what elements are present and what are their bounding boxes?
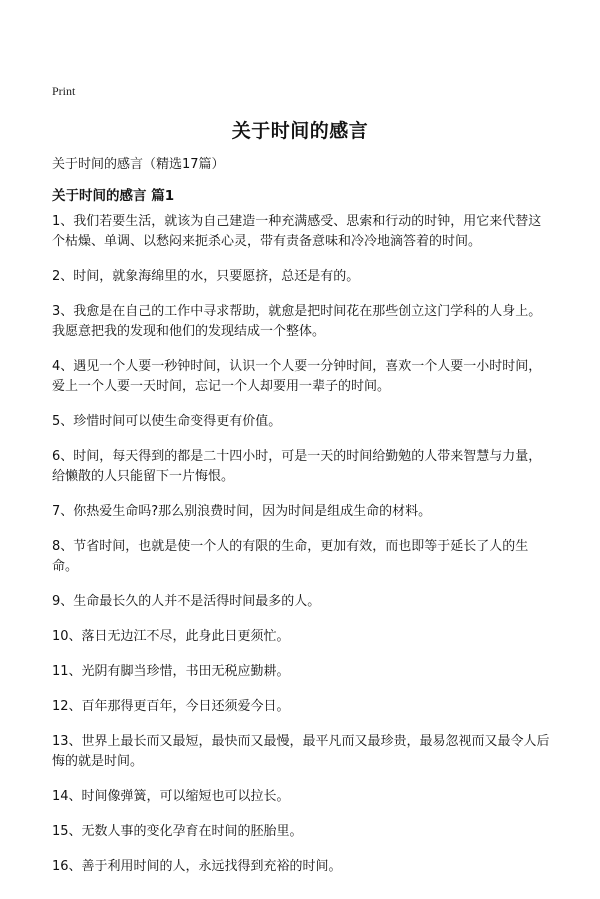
quote-item: 2、时间，就象海绵里的水，只要愿挤，总还是有的。 [52, 269, 360, 284]
quote-list [52, 212, 552, 892]
section-heading: 关于时间的感言 篇1 [52, 188, 175, 204]
quote-item: 11、光阴有脚当珍惜，书田无税应勤耕。 [52, 664, 290, 679]
quote-item: 6、时间，每天得到的都是二十四小时，可是一天的时间给勤勉的人带来智慧与力量，给懒散的人只能留下一片悔恨。 [52, 449, 542, 484]
quote-item: 3、我愈是在自己的工作中寻求帮助，就愈是把时间花在那些创立这门学科的人身上。我愿意把我的发现和他们的发现结成一个整体。 [52, 304, 542, 339]
quote-item: 13、世界上最长而又最短，最快而又最慢，最平凡而又最珍贵，最易忽视而又最令人后悔的就是时间。 [52, 734, 550, 769]
print-label: Print [52, 84, 76, 98]
quote-item: 14、时间像弹簧，可以缩短也可以拉长。 [52, 789, 290, 804]
page-subtitle: 关于时间的感言（精选17篇） [52, 157, 225, 172]
quote-item: 5、珍惜时间可以使生命变得更有价值。 [52, 414, 282, 429]
quote-item: 9、生命最长久的人并不是活得时间最多的人。 [52, 594, 321, 609]
quote-item: 15、无数人事的变化孕育在时间的胚胎里。 [52, 824, 303, 839]
quote-item: 8、节省时间，也就是使一个人的有限的生命，更加有效，而也即等于延长了人的生命。 [52, 539, 529, 574]
quote-item: 12、百年那得更百年，今日还须爱今日。 [52, 699, 290, 714]
quote-item: 7、你热爱生命吗?那么别浪费时间，因为时间是组成生命的材料。 [52, 504, 432, 519]
quote-item: 4、遇见一个人要一秒钟时间，认识一个人要一分钟时间，喜欢一个人要一小时时间，爱上一个人要一天时间，忘记一个人却要用一辈子的时间。 [52, 359, 542, 394]
quote-item: 1、我们若要生活，就该为自己建造一种充满感受、思索和行动的时钟，用它来代替这个枯燥、单调、以愁闷来扼杀心灵，带有责备意味和冷冷地滴答着的时间。 [52, 214, 542, 249]
quote-item: 16、善于利用时间的人，永远找得到充裕的时间。 [52, 859, 342, 874]
quote-item: 10、落日无边江不尽，此身此日更须忙。 [52, 629, 290, 644]
page-title: 关于时间的感言 [231, 120, 369, 142]
